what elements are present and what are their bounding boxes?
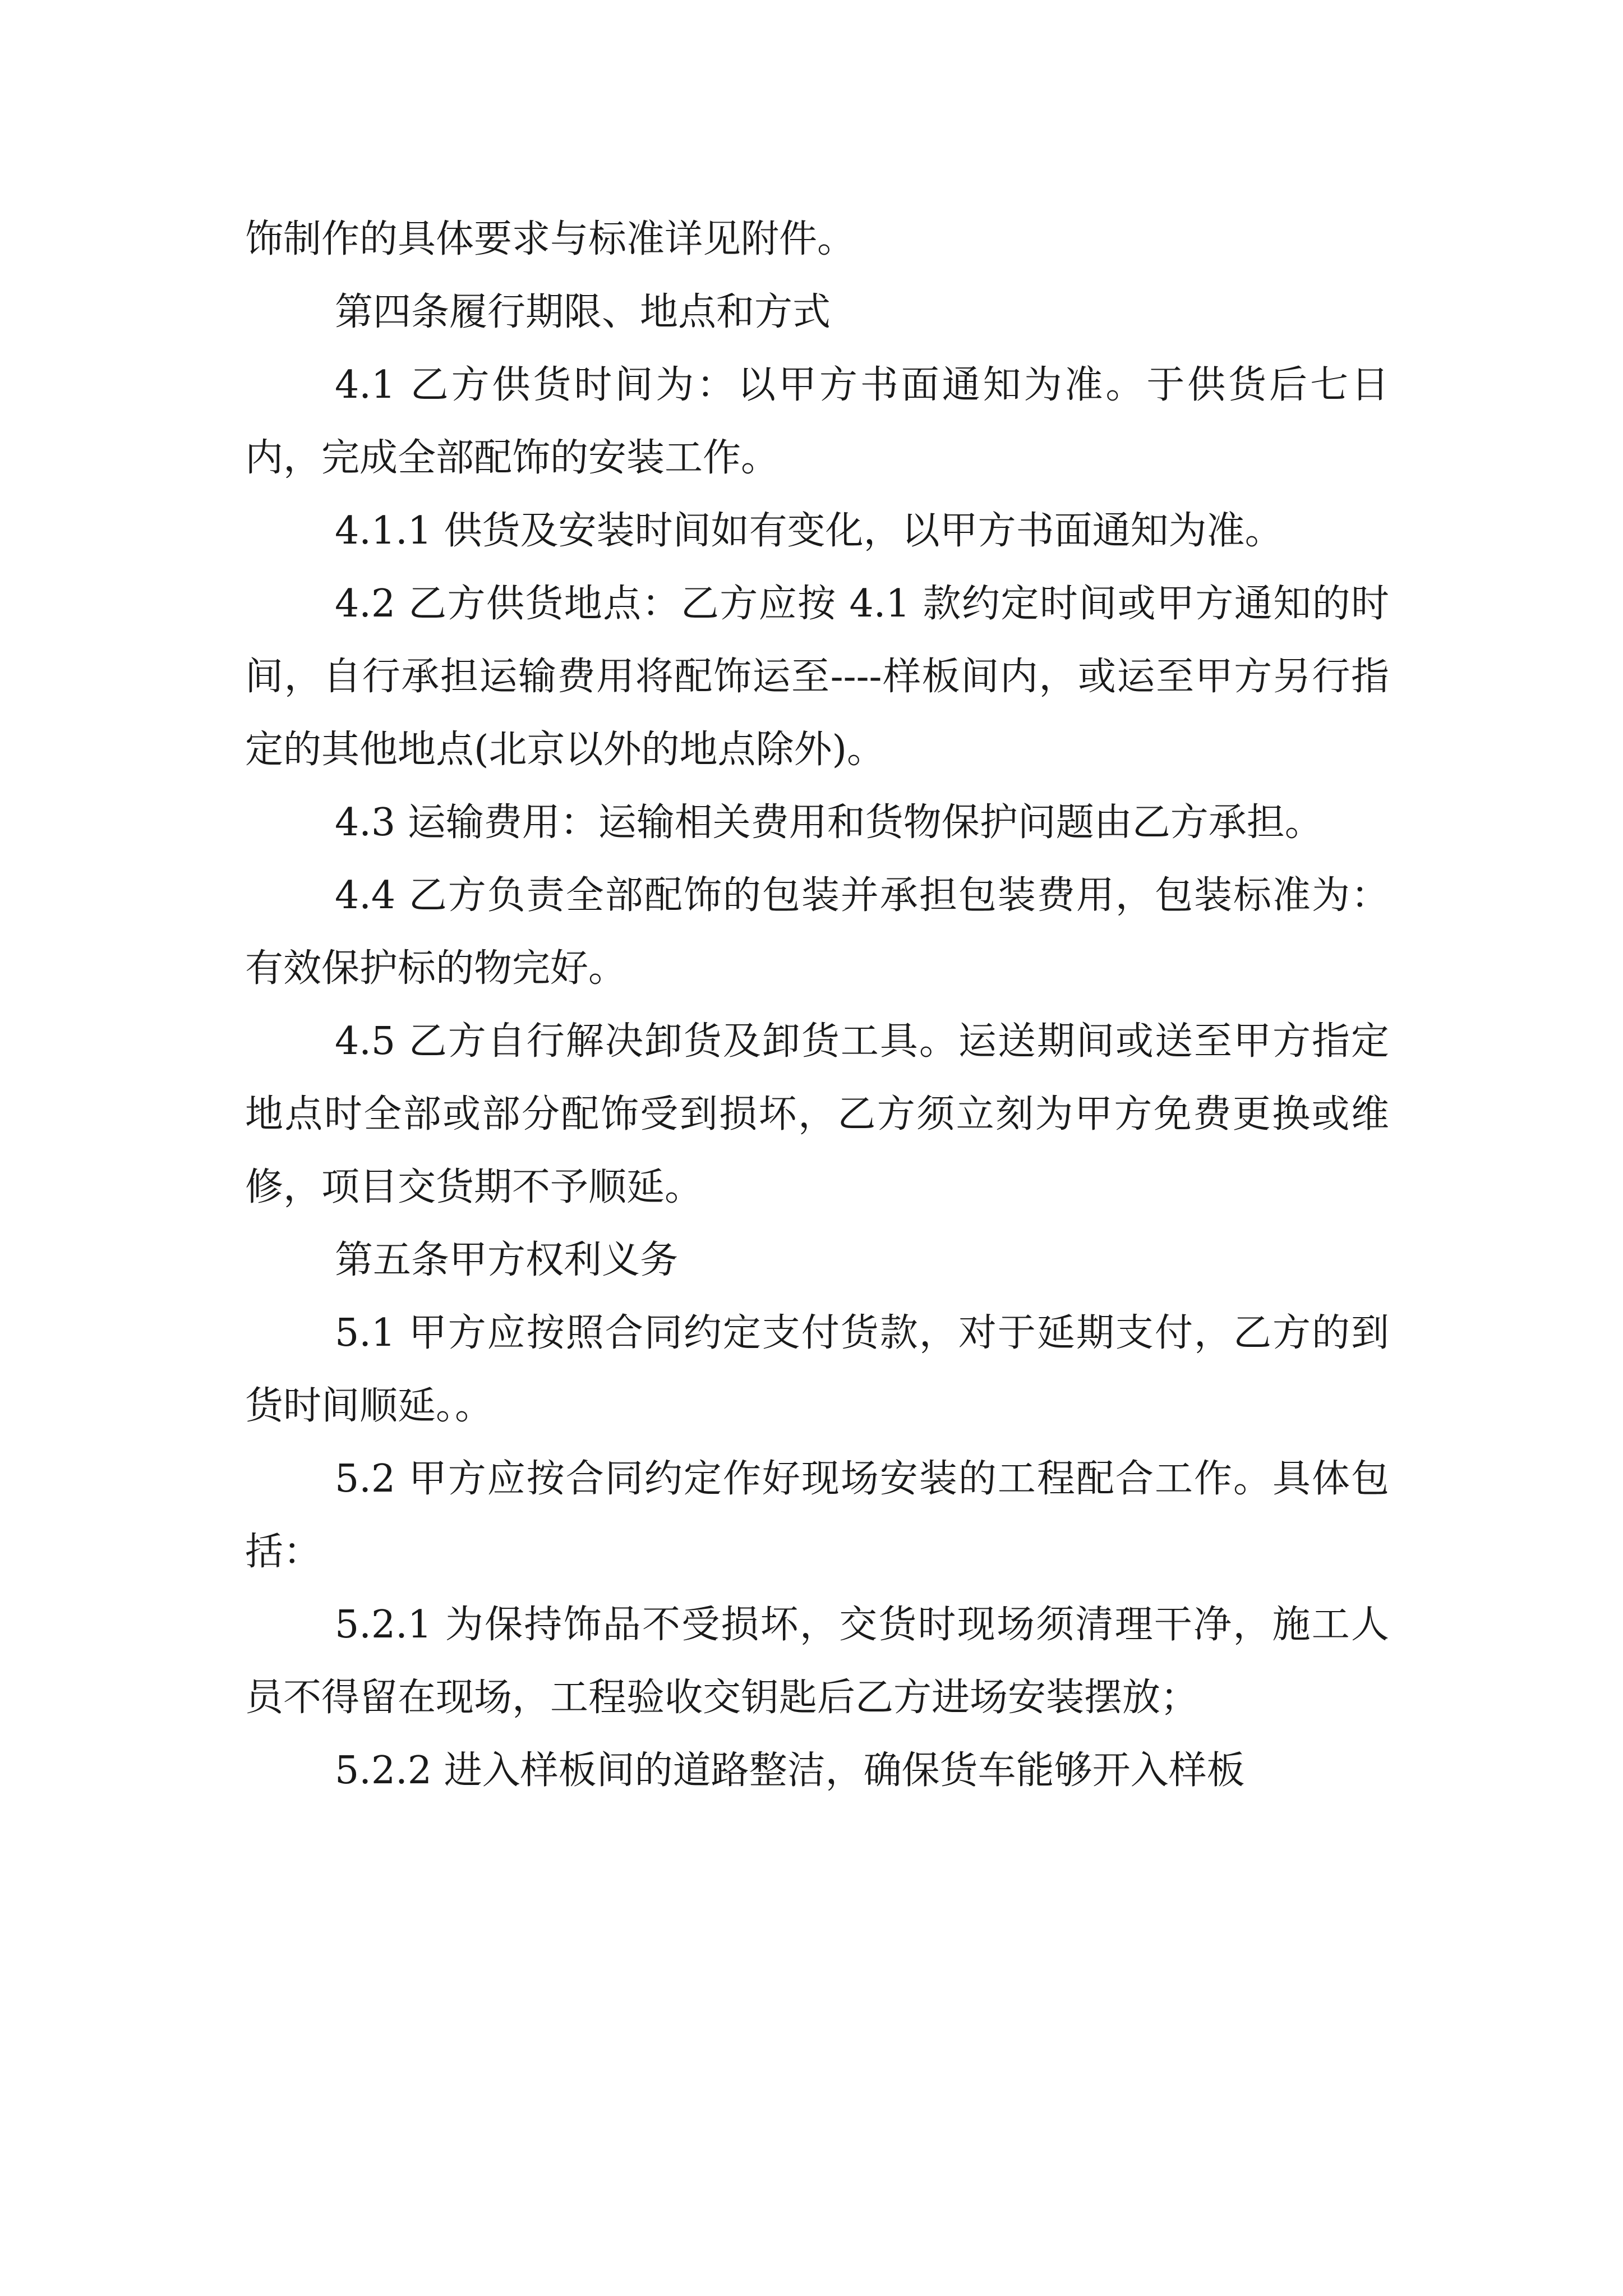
clause-4-1-1: 4.1.1 供货及安装时间如有变化，以甲方书面通知为准。 [335,509,1283,553]
clause-5-2-1: 5.2.1 为保持饰品不受损坏，交货时现场须清理干净，施工人员不得留在现场，工程验收交钥匙后乙方进场安装摆放； [245,1603,1389,1720]
article-5-heading: 第五条甲方权利义务 [335,1238,679,1282]
clause-5-2: 5.2 甲方应按合同约定作好现场安装的工程配合工作。具体包括： [245,1457,1389,1574]
clause-4-1: 4.1 乙方供货时间为：以甲方书面通知为准。于供货后七日内，完成全部配饰的安装工作。 [245,363,1389,480]
document-body [245,203,1389,1807]
clause-4-2: 4.2 乙方供货地点：乙方应按 4.1 款约定时间或甲方通知的时间，自行承担运输费用将配饰运至----样板间内，或运至甲方另行指定的其他地点(北京以外的地点除外)。 [245,582,1389,772]
clause-5-2-2: 5.2.2 进入样板间的道路整洁，确保货车能够开入样板 [335,1749,1245,1793]
article-4-heading: 第四条履行期限、地点和方式 [335,290,831,334]
clause-4-5: 4.5 乙方自行解决卸货及卸货工具。运送期间或送至甲方指定地点时全部或部分配饰受到损坏，乙方须立刻为甲方免费更换或维修，项目交货期不予顺延。 [245,1019,1389,1209]
clause-4-4: 4.4 乙方负责全部配饰的包装并承担包装费用，包装标准为：有效保护标的物完好。 [245,873,1389,991]
clause-5-1: 5.1 甲方应按照合同约定支付货款，对于延期支付，乙方的到货时间顺延。。 [245,1311,1389,1428]
clause-4-3: 4.3 运输费用：运输相关费用和货物保护问题由乙方承担。 [335,800,1323,845]
paragraph-continuation: 饰制作的具体要求与标准详见附件。 [245,217,856,261]
